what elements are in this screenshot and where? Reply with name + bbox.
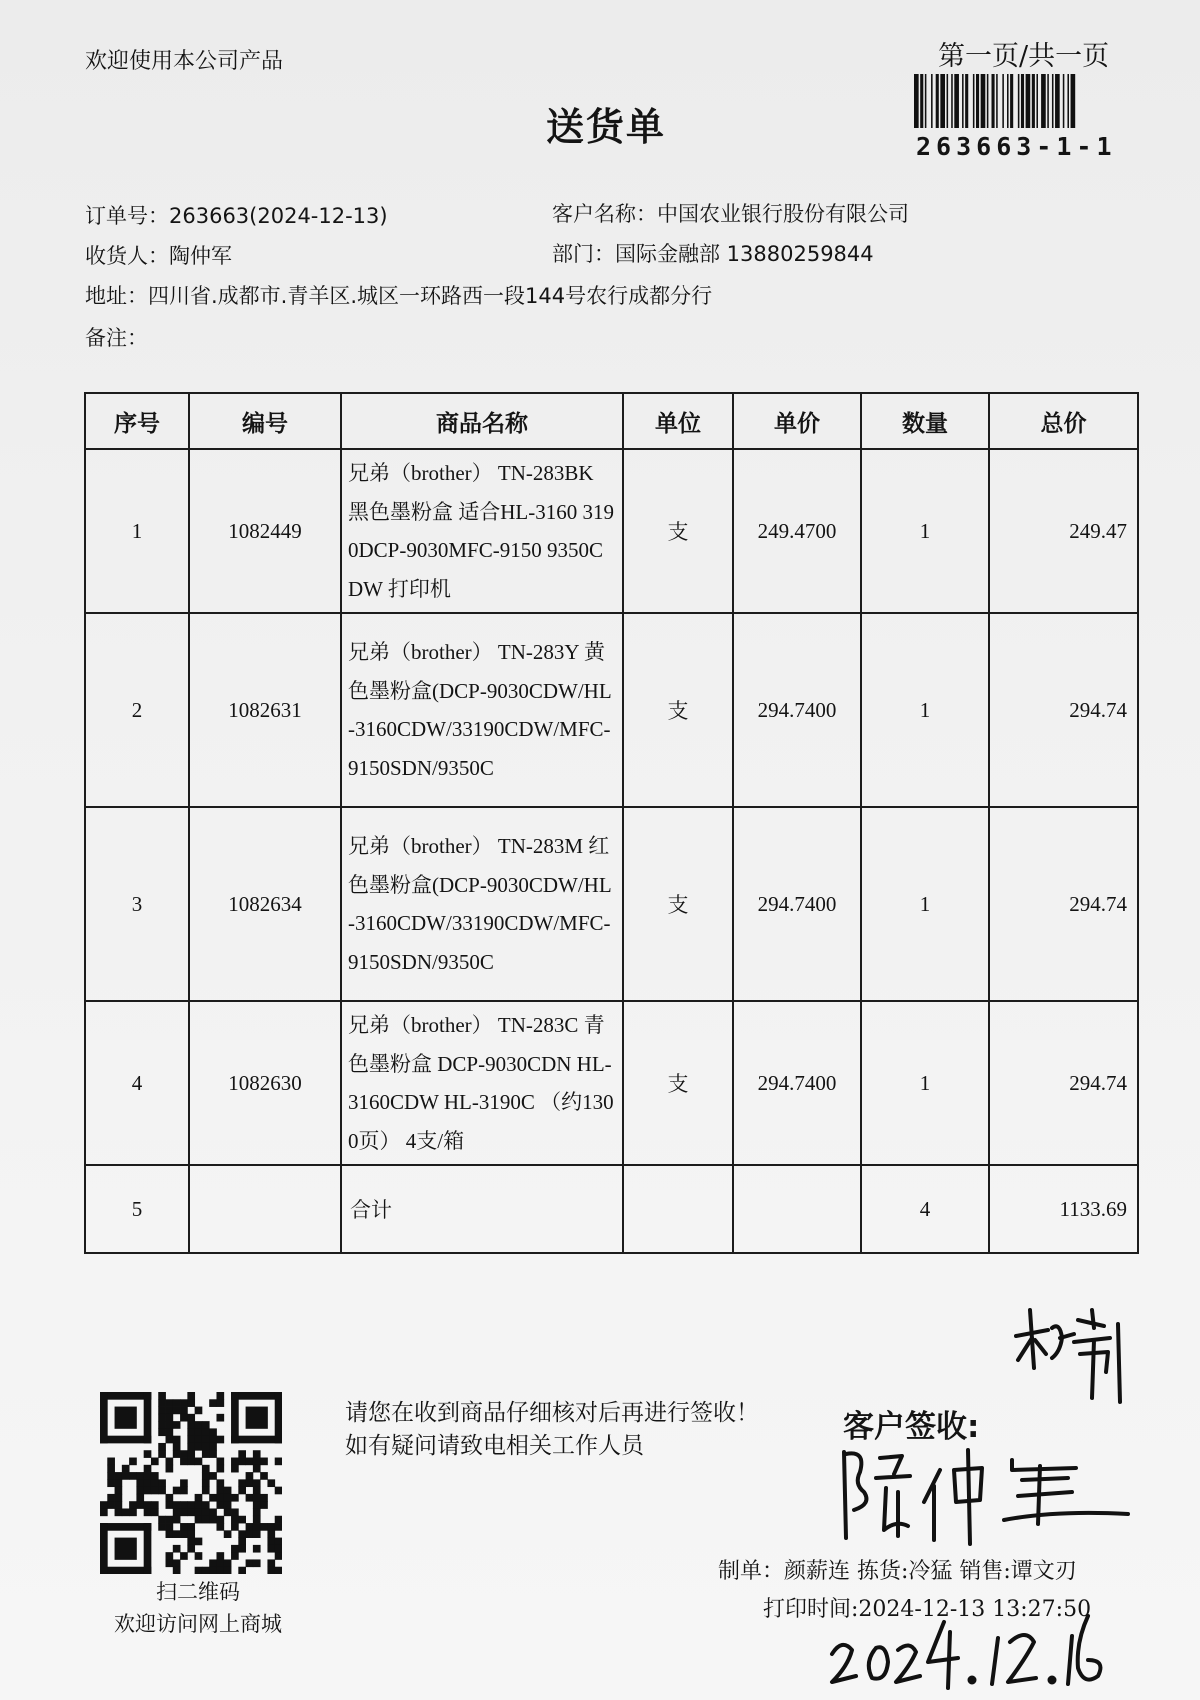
qr-caption-visit: 欢迎访问网上商城 bbox=[114, 1612, 282, 1636]
summary-total: 1133.69 bbox=[989, 1165, 1138, 1253]
table-row bbox=[85, 613, 1138, 807]
cell-unit: 支 bbox=[623, 1001, 733, 1165]
customer-name-row bbox=[552, 198, 909, 228]
print-time-value: 2024-12-13 13:27:50 bbox=[858, 1597, 1092, 1622]
barcode bbox=[912, 74, 1130, 130]
cell-seq: 4 bbox=[85, 1001, 189, 1165]
cell-unit: 支 bbox=[623, 807, 733, 1001]
summary-price-empty bbox=[733, 1165, 861, 1253]
header-unit-price: 单价 bbox=[733, 393, 861, 449]
cell-product-name: 兄弟（brother） TN-283Y 黄色墨粉盒(DCP-9030CDW/HL-3160CDW/33190CDW/MFC-9150SDN/9350C bbox=[341, 613, 623, 807]
header-product-name: 商品名称 bbox=[341, 393, 623, 449]
cell-total: 294.74 bbox=[989, 807, 1138, 1001]
qr-code bbox=[100, 1392, 282, 1574]
cell-unit-price: 294.7400 bbox=[733, 1001, 861, 1165]
header-unit: 单位 bbox=[623, 393, 733, 449]
receiver-label: 收货人： bbox=[85, 244, 169, 268]
order-number-label: 订单号： bbox=[85, 204, 169, 228]
table-summary-row bbox=[85, 1165, 1138, 1253]
summary-label: 合计 bbox=[341, 1165, 623, 1253]
header-code: 编号 bbox=[189, 393, 341, 449]
cell-code: 1082634 bbox=[189, 807, 341, 1001]
page-indicator: 第一页/共一页 bbox=[938, 41, 1110, 72]
table-header-row bbox=[85, 393, 1138, 449]
cell-unit-price: 249.4700 bbox=[733, 449, 861, 613]
barcode-number: 263663-1-1 bbox=[916, 132, 1117, 161]
cell-code: 1082630 bbox=[189, 1001, 341, 1165]
header-total: 总价 bbox=[989, 393, 1138, 449]
welcome-text: 欢迎使用本公司产品 bbox=[85, 49, 284, 74]
receiver-row bbox=[85, 240, 232, 270]
table-row bbox=[85, 807, 1138, 1001]
cell-total: 249.47 bbox=[989, 449, 1138, 613]
cell-seq: 1 bbox=[85, 449, 189, 613]
cell-code: 1082631 bbox=[189, 613, 341, 807]
cell-seq: 3 bbox=[85, 807, 189, 1001]
summary-unit-empty bbox=[623, 1165, 733, 1253]
receiver-value: 陶仲军 bbox=[169, 244, 232, 268]
summary-seq: 5 bbox=[85, 1165, 189, 1253]
cell-total: 294.74 bbox=[989, 613, 1138, 807]
customer-name-value: 中国农业银行股份有限公司 bbox=[657, 202, 909, 226]
remark-label: 备注： bbox=[85, 326, 148, 350]
cell-quantity: 1 bbox=[861, 807, 989, 1001]
cell-code: 1082449 bbox=[189, 449, 341, 613]
department-label: 部门： bbox=[552, 242, 615, 266]
order-number-value: 263663(2024-12-13) bbox=[169, 204, 388, 228]
summary-code-empty bbox=[189, 1165, 341, 1253]
cell-total: 294.74 bbox=[989, 1001, 1138, 1165]
order-number-row bbox=[85, 200, 388, 230]
summary-quantity: 4 bbox=[861, 1165, 989, 1253]
cell-unit-price: 294.7400 bbox=[733, 613, 861, 807]
address-label: 地址： bbox=[85, 284, 148, 308]
address-row bbox=[85, 280, 712, 310]
header-seq: 序号 bbox=[85, 393, 189, 449]
cell-quantity: 1 bbox=[861, 449, 989, 613]
cell-seq: 2 bbox=[85, 613, 189, 807]
table-row bbox=[85, 1001, 1138, 1165]
cell-product-name: 兄弟（brother） TN-283C 青色墨粉盒 DCP-9030CDN HL-3160CDW HL-3190C （约1300页） 4支/箱 bbox=[341, 1001, 623, 1165]
sign-notice: 请您在收到商品仔细核对后再进行签收！如有疑问请致电相关工作人员 bbox=[345, 1400, 759, 1459]
cell-unit: 支 bbox=[623, 613, 733, 807]
header-quantity: 数量 bbox=[861, 393, 989, 449]
cell-quantity: 1 bbox=[861, 613, 989, 807]
handwritten-date bbox=[826, 1602, 1116, 1698]
address-value: 四川省.成都市.青羊区.城区一环路西一段144号农行成都分行 bbox=[148, 284, 713, 308]
cell-unit: 支 bbox=[623, 449, 733, 613]
cell-unit-price: 294.7400 bbox=[733, 807, 861, 1001]
department-value: 国际金融部 13880259844 bbox=[615, 242, 874, 266]
cell-quantity: 1 bbox=[861, 1001, 989, 1165]
remark-row bbox=[85, 322, 148, 352]
customer-sign-label: 客户签收: bbox=[843, 1409, 980, 1445]
document-title: 送货单 bbox=[545, 105, 666, 149]
qr-caption-scan: 扫二维码 bbox=[156, 1580, 240, 1604]
staff-line: 制单：颜薪连 拣货:冷猛 销售:谭文刃 bbox=[718, 1559, 1077, 1584]
cell-product-name: 兄弟（brother） TN-283BK 黑色墨粉盒 适合HL-3160 3190DCP-9030MFC-9150 9350CDW 打印机 bbox=[341, 449, 623, 613]
items-table bbox=[84, 392, 1139, 1254]
handwritten-signature-name bbox=[836, 1440, 1136, 1550]
print-time-label: 打印时间: bbox=[763, 1597, 859, 1622]
customer-name-label: 客户名称： bbox=[552, 202, 657, 226]
table-row bbox=[85, 449, 1138, 613]
handwritten-signature-top bbox=[1008, 1298, 1128, 1408]
department-row bbox=[552, 238, 874, 268]
cell-product-name: 兄弟（brother） TN-283M 红色墨粉盒(DCP-9030CDW/HL-3160CDW/33190CDW/MFC-9150SDN/9350C bbox=[341, 807, 623, 1001]
